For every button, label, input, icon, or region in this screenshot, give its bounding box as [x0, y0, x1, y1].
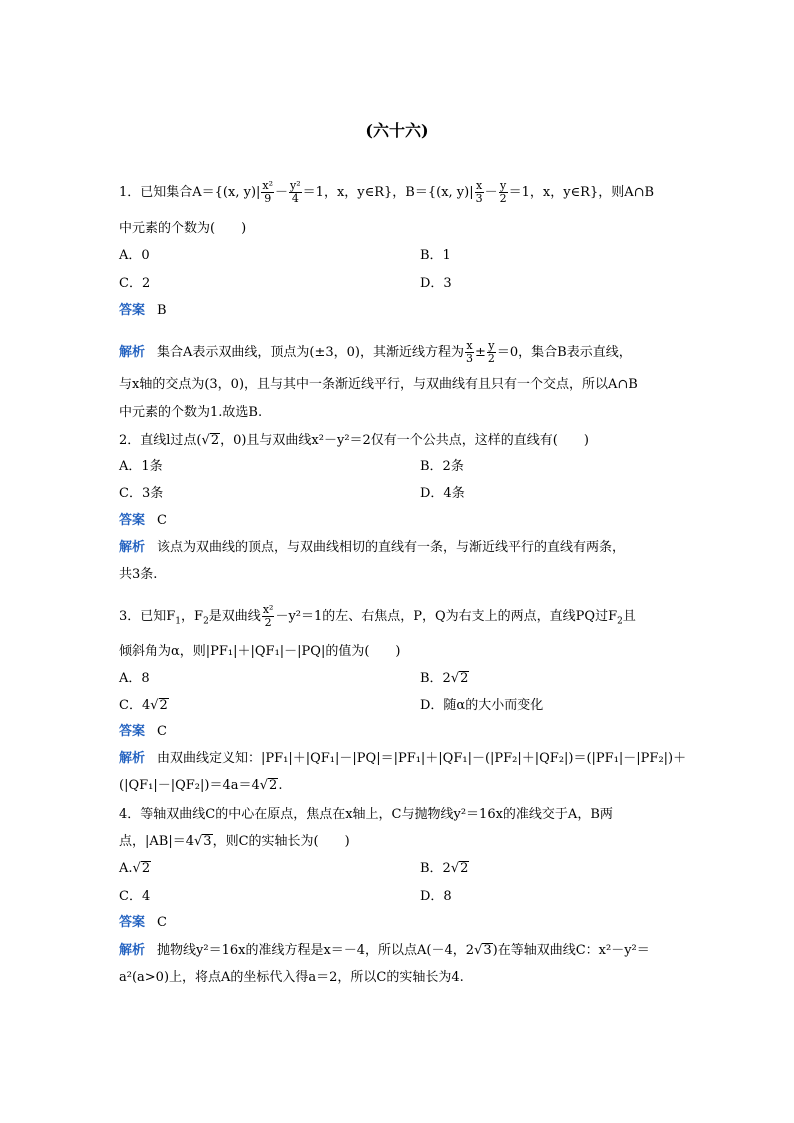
q1-frac-den: 3: [475, 192, 483, 205]
radicand: 3: [483, 943, 492, 958]
frac-num: x: [466, 339, 473, 352]
q1-text: －: [484, 185, 498, 200]
q3-analysis-text: (|QF₁|－|QF₂|)＝4a＝4: [119, 778, 260, 793]
q4-text: ，则C的实轴长为( ): [212, 834, 350, 849]
q3-analysis-text: .: [278, 778, 283, 793]
q3-analysis-line2: (|QF₁|－|QF₂|)＝4a＝4√2.: [119, 778, 283, 793]
q4-answer: [119, 914, 167, 932]
q1-answer-value: B: [157, 303, 167, 318]
analysis-label: 解析: [119, 751, 146, 766]
q4-analysis-text: )在等轴双曲线C：x²－y²＝: [492, 943, 650, 958]
q1-analysis-text: ±: [474, 345, 486, 360]
q1-analysis-frac-x-3: [465, 340, 474, 365]
q1-frac-den: 9: [264, 192, 272, 205]
q1-analysis-line2: 与x轴的交点为(3，0)，且与其中一条渐近线平行，与双曲线有且只有一个交点，所以A∩B: [119, 377, 638, 392]
q4-answer-value: C: [157, 915, 167, 930]
q1-text: ＝1，x，y∈R}，B＝{(x, y)|: [302, 185, 474, 200]
radicand: 3: [203, 834, 212, 849]
q1-stem-line2: 中元素的个数为( ): [119, 221, 247, 236]
q1-option-a: A．0: [119, 248, 150, 263]
q3-stem-line2: 倾斜角为α，则|PF₁|＋|QF₁|－|PQ|的值为( ): [119, 644, 401, 659]
frac-num: y: [488, 339, 495, 352]
radicand: 2: [460, 861, 469, 876]
q3-option-d: D．随α的大小而变化: [420, 698, 544, 713]
q1-analysis-text: 集合A表示双曲线，顶点为(±3，0)，其渐近线方程为: [157, 345, 464, 360]
option-text: B．2: [420, 671, 451, 686]
q2-analysis-line1: [119, 539, 625, 557]
q1-analysis-line3: 中元素的个数为1.故选B.: [119, 405, 263, 420]
q1-frac-num: y: [500, 179, 507, 192]
q1-text: －: [275, 185, 289, 200]
q3-option-b: B．2√2: [420, 671, 469, 686]
analysis-label: 解析: [119, 345, 146, 360]
q2-option-b: B．2条: [420, 459, 464, 474]
q2-analysis-line2: 共3条.: [119, 567, 158, 582]
q2-option-c: C．3条: [119, 486, 164, 501]
answer-label: 答案: [119, 915, 146, 930]
analysis-label: 解析: [119, 540, 146, 555]
radicand: 2: [141, 861, 151, 876]
q3-analysis-text: 由双曲线定义知：|PF₁|＋|QF₁|－|PQ|＝|PF₁|＋|QF₁|－(|PF₂|＋|QF₂|)＝(|PF₁|－|PF₂|)＋: [157, 751, 687, 766]
q3-text: 且: [622, 609, 636, 624]
q3-answer-value: C: [157, 724, 167, 739]
q2-answer-value: C: [157, 513, 167, 528]
frac-den: 2: [264, 616, 272, 629]
q1-frac-y-2: [499, 180, 508, 205]
q4-stem-line1: 4．等轴双曲线C的中心在原点，焦点在x轴上，C与抛物线y²＝16x的准线交于A，B两: [119, 807, 613, 822]
q1-stem-line1: [119, 180, 654, 205]
q4-analysis-line1: 解析 抛物线y²＝16x的准线方程是x＝－4，所以点A(－4，2√3)在等轴双曲线C：x²－y²＝: [119, 943, 650, 958]
subscript-2: 2: [617, 616, 623, 627]
frac-den: 3: [465, 352, 473, 365]
q2-option-a: A．1条: [119, 459, 163, 474]
q2-text: ，0)且与双曲线x²－y²＝2仅有一个公共点，这样的直线有( ): [220, 433, 589, 448]
frac-den: 2: [487, 352, 495, 365]
q3-stem-line1: [119, 604, 636, 631]
radicand: 2: [269, 778, 278, 793]
option-text: A.: [119, 861, 133, 876]
q1-option-d: D．3: [420, 276, 452, 291]
q1-answer: [119, 302, 167, 320]
q1-analysis-frac-y-2: [487, 340, 496, 365]
q2-option-d: D．4条: [420, 486, 465, 501]
q4-analysis-text: 抛物线y²＝16x的准线方程是x＝－4，所以点A(－4，2: [157, 943, 475, 958]
q1-text: 1．已知集合A＝{(x, y)|: [119, 185, 261, 200]
answer-label: 答案: [119, 303, 146, 318]
frac-num: x²: [262, 603, 274, 616]
q4-option-d: D．8: [420, 889, 452, 904]
q1-frac-x-3: [475, 180, 484, 205]
q4-stem-line2: 点，|AB|＝4√3，则C的实轴长为( ): [119, 834, 350, 849]
option-text: B．2: [420, 861, 451, 876]
q3-text: 是双曲线: [208, 609, 261, 624]
q3-answer: [119, 723, 167, 741]
q1-frac-num: x²: [262, 179, 274, 192]
radicand: 2: [159, 698, 168, 713]
answer-label: 答案: [119, 724, 146, 739]
q1-analysis-text: ＝0，集合B表示直线，: [496, 345, 632, 360]
q4-analysis-line2: a²(a>0)上，将点A的坐标代入得a＝2，所以C的实轴长为4.: [119, 970, 464, 985]
q2-radicand: 2: [210, 433, 220, 448]
radicand: 2: [460, 671, 469, 686]
q2-answer: [119, 512, 167, 530]
q4-option-a: A.√2: [119, 861, 151, 876]
q4-option-c: C．4: [119, 889, 151, 904]
q2-stem: 2．直线l过点(√2，0)且与双曲线x²－y²＝2仅有一个公共点，这样的直线有( ): [119, 433, 589, 448]
q3-text: ，F: [181, 609, 204, 624]
q1-option-c: C．2: [119, 276, 151, 291]
q1-analysis-line1: [119, 340, 632, 365]
q3-text: 3．已知F: [119, 609, 176, 624]
q4-option-b: B．2√2: [420, 861, 469, 876]
answer-label: 答案: [119, 513, 146, 528]
subscript-1: 1: [175, 616, 182, 627]
page-title: (六十六): [365, 121, 429, 140]
q3-frac-x2-2: [262, 604, 275, 629]
analysis-label: 解析: [119, 943, 146, 958]
q3-option-c: C．4√2: [119, 698, 168, 713]
q1-option-b: B．1: [420, 248, 451, 263]
q1-frac-y2-4: [289, 180, 302, 205]
q1-frac-den: 2: [499, 192, 507, 205]
q1-frac-x2-9: [261, 180, 274, 205]
q3-analysis-line1: [119, 750, 686, 768]
q1-text: ＝1，x，y∈R}，则A∩B: [508, 185, 655, 200]
q1-frac-num: y²: [290, 179, 301, 192]
q3-text: －y²＝1的左、右焦点，P，Q为右支上的两点，直线PQ过F: [275, 609, 618, 624]
q1-frac-num: x: [475, 179, 483, 192]
option-text: C．4: [119, 698, 151, 713]
q2-text: 2．直线l过点(: [119, 433, 202, 448]
q2-analysis-text: 该点为双曲线的顶点，与双曲线相切的直线有一条，与渐近线平行的直线有两条，: [157, 540, 626, 555]
q1-frac-den: 4: [291, 192, 299, 205]
q4-text: 点，|AB|＝4: [119, 834, 194, 849]
q3-option-a: A．8: [119, 671, 150, 686]
subscript-2: 2: [203, 616, 209, 627]
